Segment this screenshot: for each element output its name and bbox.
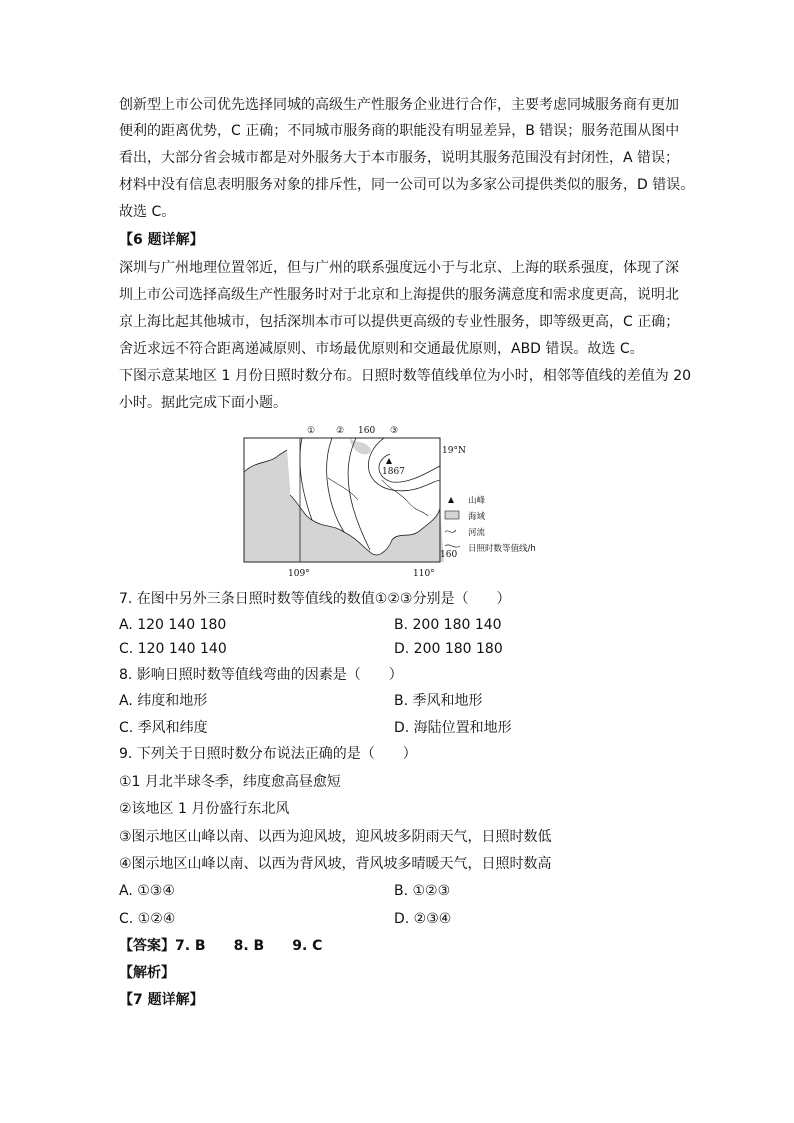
isoline-label-160-left: 160	[440, 550, 458, 560]
answer-line: 【答案】7. B 8. B 9. C	[119, 938, 323, 954]
legend-label: 山峰	[468, 496, 486, 506]
option-7c: C. 120 140 140	[119, 641, 227, 657]
sea-area-north	[350, 438, 371, 454]
paragraph-line: 看出，大部分省会城市都是对外服务大于本市服务，说明其服务范围没有封闭性，A 错误；	[119, 150, 680, 166]
section-heading-q7: 【7 题详解】	[119, 992, 204, 1008]
option-7a: A. 120 140 180	[119, 617, 227, 633]
option-9d: D. ②③④	[394, 911, 452, 927]
isoline-label-160: 160	[358, 426, 376, 436]
option-9b: B. ①②③	[394, 883, 451, 899]
paragraph-line: 创新型上市公司优先选择同城的高级生产性服务企业进行合作，主要考虑同城服务商有更加	[119, 97, 679, 113]
legend-label: 河流	[468, 528, 486, 538]
question-stem-8: 8. 影响日照时数等值线弯曲的因素是（ ）	[119, 667, 403, 683]
river-icon	[445, 530, 456, 532]
option-8c: C. 季风和纬度	[119, 720, 208, 736]
option-9c: C. ①②④	[119, 911, 176, 927]
latitude-label: 19°N	[442, 446, 466, 456]
isoline-label-3: ③	[390, 426, 399, 436]
statement-2: ②该地区 1 月份盛行东北风	[119, 801, 290, 817]
paragraph-line: 故选 C。	[119, 204, 176, 220]
statement-1: ①1 月北半球冬季，纬度愈高昼愈短	[119, 774, 341, 790]
option-8b: B. 季风和地形	[394, 693, 483, 709]
longitude-label-109: 109°	[288, 569, 310, 579]
intro-line: 小时。据此完成下面小题。	[119, 395, 287, 411]
river	[328, 478, 358, 500]
question-stem-7: 7. 在图中另外三条日照时数等值线的数值①②③分别是（ ）	[119, 591, 511, 607]
mountain-peak-icon	[386, 458, 392, 464]
mountain-peak-icon	[448, 497, 454, 503]
peak-elevation: 1867	[382, 467, 405, 477]
option-8d: D. 海陆位置和地形	[394, 720, 512, 736]
option-8a: A. 纬度和地形	[119, 693, 208, 709]
isoline-160	[348, 438, 370, 550]
sea-area-south	[290, 495, 444, 562]
paragraph-line: 京上海比起其他城市，包括深圳本市可以提供更高级的专业性服务，即等级更高，C 正确；	[119, 314, 680, 330]
section-heading-q6: 【6 题详解】	[119, 232, 204, 248]
option-9a: A. ①③④	[119, 883, 175, 899]
paragraph-line: 圳上市公司选择高级生产性服务时对于北京和上海提供的服务满意度和需求度更高，说明北	[119, 287, 679, 303]
longitude-label-110: 110°	[413, 569, 435, 579]
paragraph-line: 材料中没有信息表明服务对象的排斥性，同一公司可以为多家公司提供类似的服务，D 错误。	[119, 177, 695, 193]
paragraph-line: 便利的距离优势，C 正确；不同城市服务商的职能没有明显差异，B 错误；服务范围从图中	[119, 123, 680, 139]
river	[382, 480, 428, 516]
intro-line: 下图示意某地区 1 月份日照时数分布。日照时数等值线单位为小时，相邻等值线的差值为 20	[119, 368, 692, 384]
question-stem-9: 9. 下列关于日照时数分布说法正确的是（ ）	[119, 746, 417, 762]
paragraph-line: 深圳与广州地理位置邻近，但与广州的联系强度远小于与北京、上海的联系强度，体现了深	[119, 260, 679, 276]
isoline-1	[300, 438, 312, 520]
isoline-2	[327, 438, 344, 532]
paragraph-line: 舍近求远不符合距离递减原则、市场最优原则和交通最优原则，ABD 错误。故选 C。	[119, 341, 644, 357]
isoline-icon	[445, 545, 460, 547]
statement-4: ④图示地区山峰以南、以西为背风坡，背风坡多晴暖天气，日照时数高	[119, 856, 552, 872]
statement-3: ③图示地区山峰以南、以西为迎风坡，迎风坡多阴雨天气，日照时数低	[119, 829, 552, 845]
isoline-label-2: ②	[336, 426, 345, 436]
sunshine-hours-map	[232, 420, 562, 582]
analysis-heading: 【解析】	[119, 965, 175, 981]
option-7d: D. 200 180 180	[394, 641, 503, 657]
legend-label: 海域	[468, 512, 486, 522]
legend-label: 日照时数等值线/h	[468, 544, 536, 554]
isoline-label-1: ①	[307, 426, 316, 436]
sea-area-icon	[445, 511, 459, 519]
option-7b: B. 200 180 140	[394, 617, 502, 633]
